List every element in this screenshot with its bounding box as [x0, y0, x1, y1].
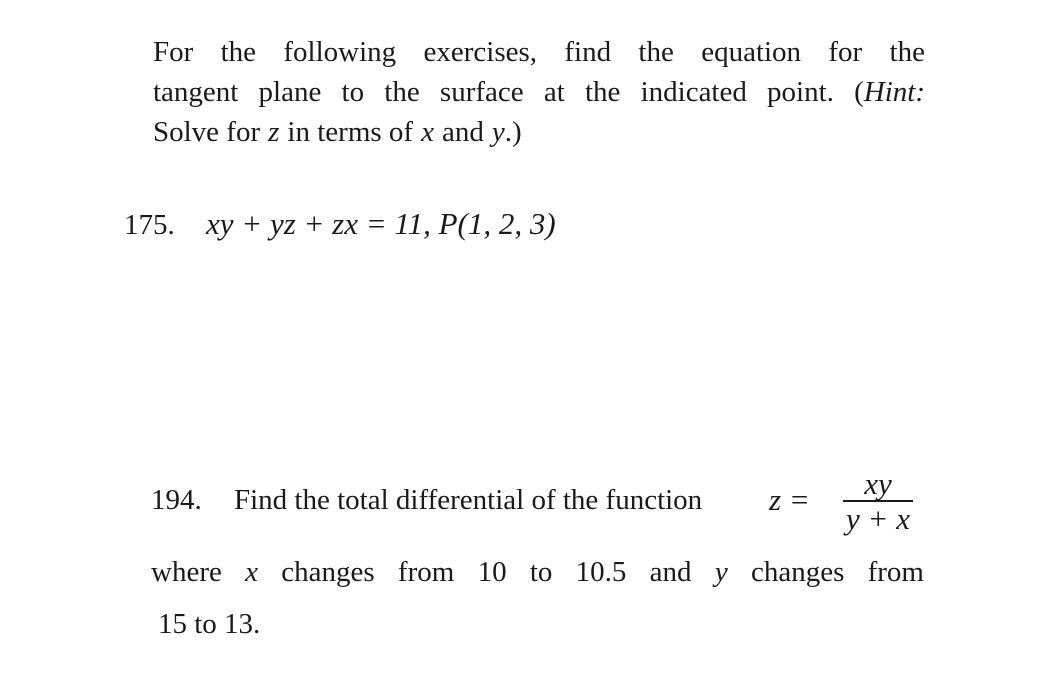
instructions-text-and: and — [441, 116, 484, 148]
exercise-194-line-1 — [151, 466, 924, 536]
instructions-line-2 — [153, 72, 925, 112]
instructions-line-3 — [153, 112, 925, 152]
exercise-194-line-3: 15 to 13. — [158, 608, 261, 640]
instructions-paragraph — [153, 32, 925, 152]
instructions-line-2-text: tangent plane to the surface at the indicated point. ( — [153, 76, 864, 108]
exercise-text: Find the total differential of the function — [234, 484, 703, 516]
hint-label: Hint: — [863, 76, 925, 108]
variable-x: x — [245, 556, 258, 588]
text-where: where — [151, 556, 222, 588]
variable-y: y — [714, 556, 728, 588]
instructions-text-terms: in terms of — [287, 116, 414, 148]
fraction-denominator: y + x — [846, 501, 910, 536]
instructions-line-1: For the following exercises, find the equation for the — [153, 36, 925, 68]
fraction-numerator: xy — [864, 466, 892, 501]
exercise-equation: xy + yz + zx = 11, P(1, 2, 3) — [206, 206, 556, 241]
text-changes-from-2: changes from — [750, 556, 924, 588]
exercise-194-line-2 — [151, 552, 924, 592]
function-lhs: z = — [769, 482, 810, 517]
exercise-175 — [124, 204, 556, 245]
exercise-number: 194. — [151, 484, 202, 516]
exercise-194 — [151, 466, 924, 644]
variable-x: x — [421, 116, 434, 148]
function-fraction — [839, 468, 917, 536]
text-changes-from: changes from — [281, 556, 455, 588]
range-x: 10 to 10.5 — [477, 556, 627, 588]
instructions-text-solve: Solve for — [153, 116, 261, 148]
instructions-text-end: .) — [504, 116, 522, 148]
variable-z: z — [268, 116, 280, 148]
text-and: and — [649, 556, 692, 588]
variable-y: y — [491, 116, 505, 148]
exercise-number: 175. — [124, 209, 175, 241]
